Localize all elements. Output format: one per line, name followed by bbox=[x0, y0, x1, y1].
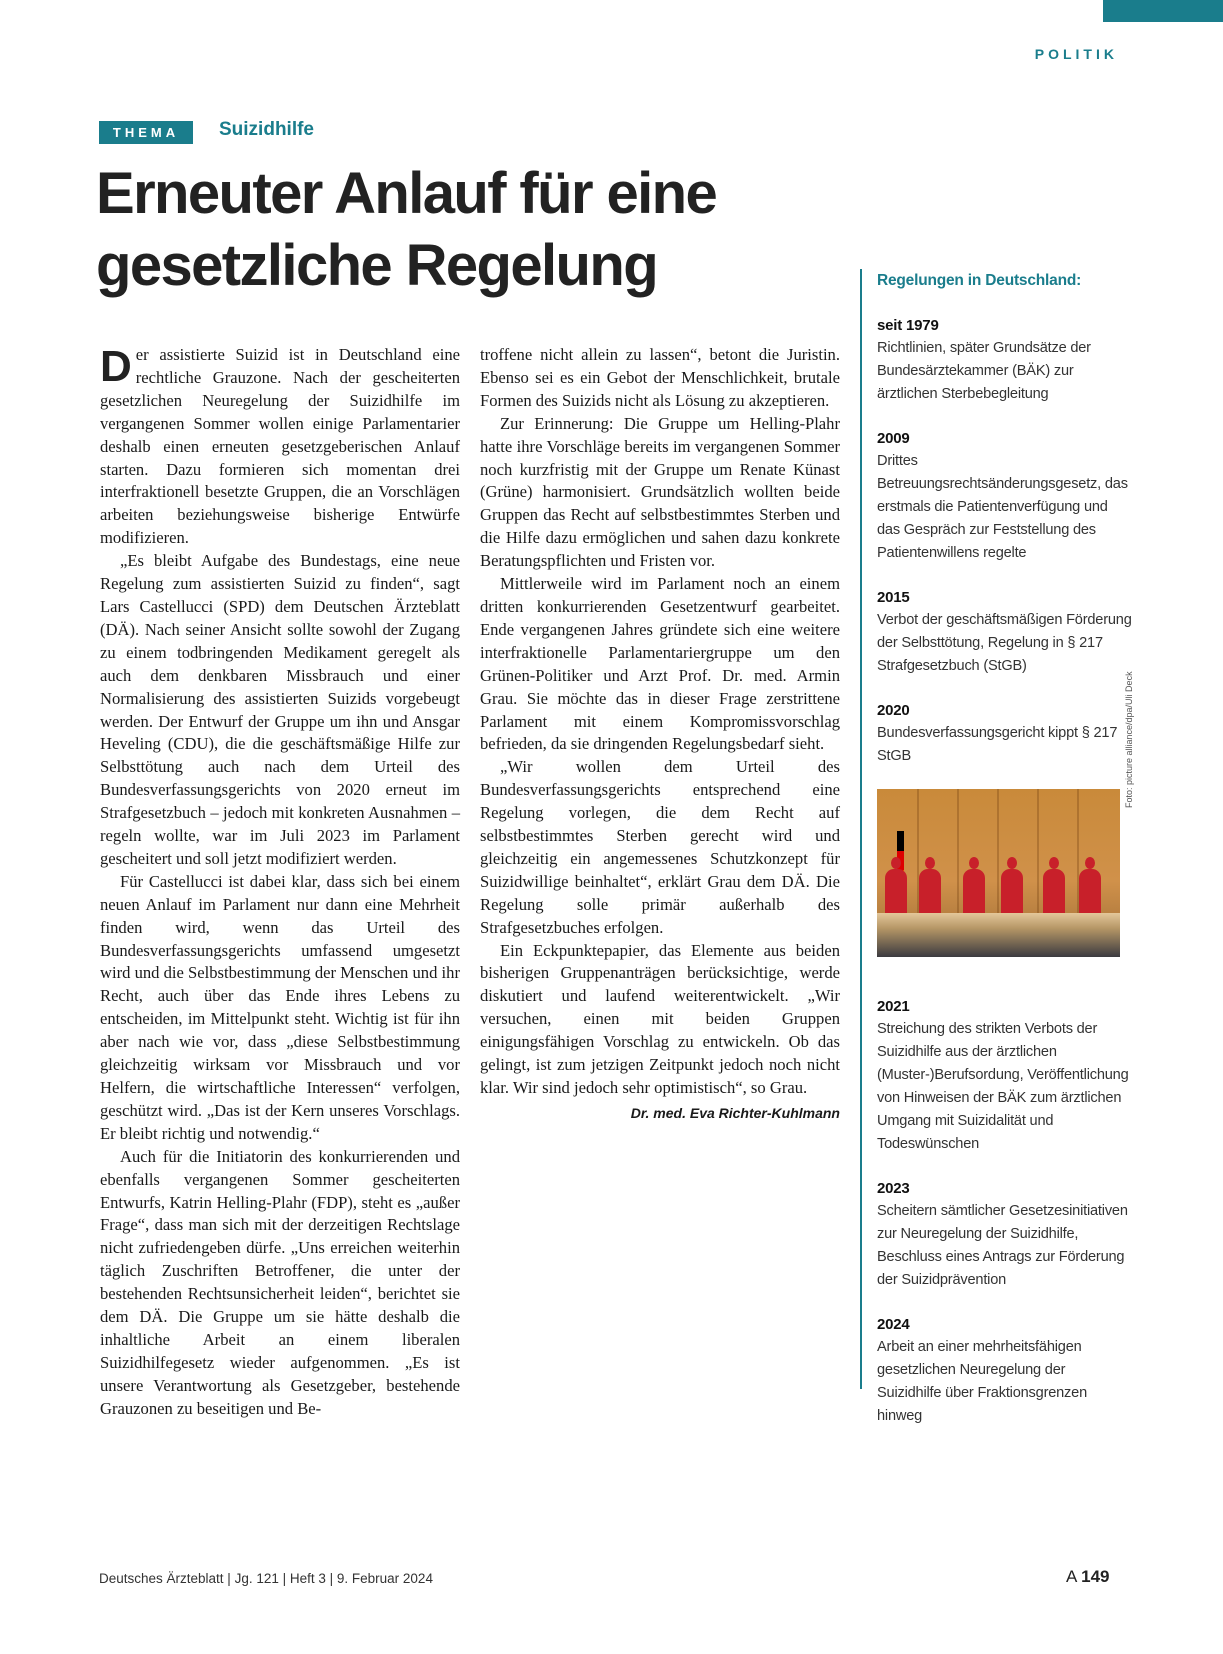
timeline-entry bbox=[877, 586, 1132, 678]
timeline-text: Verbot der geschäftsmäßigen Förderung der Selbsttötung, Regelung in § 217 Strafgesetzbuch (StGB) bbox=[877, 612, 1132, 674]
timeline-sidebar bbox=[860, 269, 1132, 1424]
article-paragraph: Für Castellucci ist dabei klar, dass sich bei einem neuen Anlauf im Parlament nur dann eine Mehrheit finden wird, wenn das Urteil des Bundesverfassungsgerichts umfassend umgesetzt wird und die Selbstbestimmung der Menschen und ihr Recht, auch über das Ende ihres Lebens zu entscheiden, im Mittelpunkt steht. Wichtig ist für ihn aber nach wie vor, dass „diese Selbstbestimmung gleichzeitig wirksam vor Missbrauch und vor Helfern, die wirtschaftliche Interessen“ verfolgen, geschützt wird. „Das ist der Kern unseres Vorschlags. Er bleibt richtig und notwendig.“ bbox=[100, 871, 460, 1143]
timeline-year: 2023 bbox=[877, 1180, 910, 1197]
section-label: POLITIK bbox=[1034, 46, 1118, 62]
timeline-year: 2009 bbox=[877, 430, 910, 447]
article-column-2 bbox=[480, 344, 840, 1125]
timeline-entry bbox=[877, 1313, 1132, 1428]
article-paragraph: Auch für die Initiatorin des konkurrierenden und ebenfalls vergangenen Sommer gescheiterten Entwurfs, Katrin Helling-Plahr (FDP), steht es „außer Frage“, dass man sich mit der derzeitigen Rechtslage nicht zufriedengeben dürfe. „Uns erreichen weiterhin täglich Zuschriften Betroffener, die unter der bestehenden Rechtsunsicherheit leiden“, berichtet sie dem DÄ. Die Gruppe um sie hätte deshalb die inhaltliche Arbeit an einem liberalen Suizidhilfegesetz wieder aufgenommen. „Es ist unsere Verantwortung als Gesetzgeber, bestehende Grauzonen zu beseitigen und Be- bbox=[100, 1146, 460, 1418]
timeline-entry bbox=[877, 1177, 1132, 1292]
court-photo bbox=[877, 789, 1120, 957]
timeline-year: 2015 bbox=[877, 589, 910, 606]
timeline-entry bbox=[877, 995, 1132, 1156]
timeline-year: 2024 bbox=[877, 1316, 910, 1333]
headline-line-1: Erneuter Anlauf für eine bbox=[96, 161, 717, 226]
timeline-text: Scheitern sämtlicher Gesetzesinitiativen zur Neuregelung der Suizidhilfe, Beschluss eines Antrags zur Förderung der Suizidprävention bbox=[877, 1203, 1128, 1288]
article-paragraph bbox=[100, 344, 460, 550]
page-number bbox=[1066, 1567, 1110, 1587]
photo-credit: Foto: picture alliance/dpa/Uli Deck bbox=[1124, 671, 1134, 808]
timeline-text: Bundesverfassungsgericht kippt § 217 StGB bbox=[877, 725, 1118, 764]
timeline-text: Arbeit an einer mehrheitsfähigen gesetzlichen Neuregelung der Suizidhilfe über Fraktionsgrenzen hinweg bbox=[877, 1339, 1087, 1424]
page-number-value: 149 bbox=[1081, 1567, 1110, 1586]
paragraph-text: er assistierte Suizid ist in Deutschland eine rechtliche Grauzone. Nach der gescheiterten gesetzlichen Neuregelung der Suizidhilfe im vergangenen Sommer wollen einige Parlamentarier deshalb einen erneuten gesetzgeberischen Anlauf starten. Dazu formieren sich momentan drei interfraktionell besetzte Gruppen, die an Vorschlägen arbeiten beziehungsweise bisherige Entwürfe modifizieren. bbox=[100, 345, 460, 548]
article-paragraph: troffene nicht allein zu lassen“, betont die Juristin. Ebenso sei es ein Gebot der Menschlichkeit, brutale Formen des Suizids nicht als Lösung zu akzeptieren. bbox=[480, 345, 840, 410]
drop-cap: D bbox=[100, 342, 132, 391]
article-paragraph: „Wir wollen dem Urteil des Bundesverfassungsgerichts entsprechend eine Regelung vorlegen, die dem Recht auf selbstbestimmtes Sterben gerecht wird und gleichzeitig ein angemessenes Schutzkonzept für Suizidwillige beinhaltet“, erklärt Grau dem DÄ. Die Regelung solle primär außerhalb des Strafgesetzbuches erfolgen. bbox=[480, 757, 840, 937]
timeline-year: 2020 bbox=[877, 702, 910, 719]
page-prefix: A bbox=[1066, 1567, 1077, 1586]
timeline-text: Streichung des strikten Verbots der Suizidhilfe aus der ärztlichen (Muster-)Berufsordung, Veröffentlichung von Hinweisen der BÄK zum ärztlichen Umgang mit Suizidalität und Todeswünschen bbox=[877, 1021, 1129, 1152]
timeline-year: 2021 bbox=[877, 998, 910, 1015]
article-paragraph: Zur Erinnerung: Die Gruppe um Helling-Plahr hatte ihre Vorschläge bereits im vergangenen Sommer noch kurzfristig mit der Gruppe um Renate Künast (Grüne) harmonisiert. Grundsätzlich wollten beide Gruppen das Recht auf selbstbestimmtes Sterben und die Hilfe dazu ermöglichen und sahen dazu konkrete Beratungspflichten und Fristen vor. bbox=[480, 413, 840, 571]
sidebar-heading: Regelungen in Deutschland: bbox=[877, 272, 1082, 289]
timeline-entry bbox=[877, 314, 1132, 406]
headline-line-2: gesetzliche Regelung bbox=[96, 233, 658, 298]
article-paragraph: Ein Eckpunktepapier, das Elemente aus beiden bisherigen Gruppenanträgen berücksichtige, werde diskutiert und laufend weiterentwickelt. „Wir versuchen, einen mit beiden Gruppen einigungsfähigen Vorschlag zu entwickeln. Ob das gelingt, ist zum jetzigen Zeitpunkt jedoch noch nicht klar. Wir sind jedoch sehr optimistisch“, so Grau. bbox=[480, 940, 840, 1097]
article-column-1 bbox=[100, 344, 460, 1421]
timeline-text: Richtlinien, später Grundsätze der Bundesärztekammer (BÄK) zur ärztlichen Sterbebegleitung bbox=[877, 340, 1091, 402]
top-accent-bar bbox=[1103, 0, 1223, 22]
timeline-year: seit 1979 bbox=[877, 317, 939, 334]
timeline-text: Drittes Betreuungsrechtsänderungsgesetz, das erstmals die Patientenverfügung und das Gespräch zur Feststellung des Patientenwillens regelte bbox=[877, 453, 1128, 561]
thema-badge: THEMA bbox=[99, 121, 193, 144]
article-paragraph: Mittlerweile wird im Parlament noch an einem dritten konkurrierenden Gesetzentwurf gearbeitet. Ende vergangenen Jahres gründete sich eine weitere interfraktionelle Parlamentariergruppe um den Grünen-Politiker und Arzt Prof. Dr. med. Armin Grau. Sie möchte das in dieser Frage zerstrittene Parlament mit einem Kompromissvorschlag befrieden, da sie dringenden Regelungsbedarf sieht. bbox=[480, 574, 840, 754]
timeline-entry bbox=[877, 427, 1132, 565]
timeline-entry bbox=[877, 699, 1132, 768]
topic-label: Suizidhilfe bbox=[219, 119, 314, 140]
article-paragraph: „Es bleibt Aufgabe des Bundestags, eine neue Regelung zum assistierten Suizid zu finden“, sagt Lars Castellucci (SPD) dem Deutschen Ärzteblatt (DÄ). Nach seiner Ansicht sollte sowohl der Zugang zu einem todbringenden Medikament geregelt als auch dem denkbaren Missbrauch und einer Normalisierung des assistierten Suizids vorgebeugt werden. Der Entwurf der Gruppe um ihn und Ansgar Heveling (CDU), die die geschäftsmäßige Hilfe zur Selbsttötung auch nach dem Urteil des Bundesverfassungsgerichts von 2020 erneut im Strafgesetzbuch – jedoch mit konkreten Ausnahmen – regeln wollte, war im Juli 2023 im Parlament gescheitert und soll jetzt modifiziert werden. bbox=[100, 551, 460, 868]
author-byline: Dr. med. Eva Richter-Kuhlmann bbox=[630, 1104, 840, 1121]
footer-source: Deutsches Ärzteblatt | Jg. 121 | Heft 3 | 9. Februar 2024 bbox=[99, 1571, 433, 1586]
headline bbox=[96, 158, 796, 302]
